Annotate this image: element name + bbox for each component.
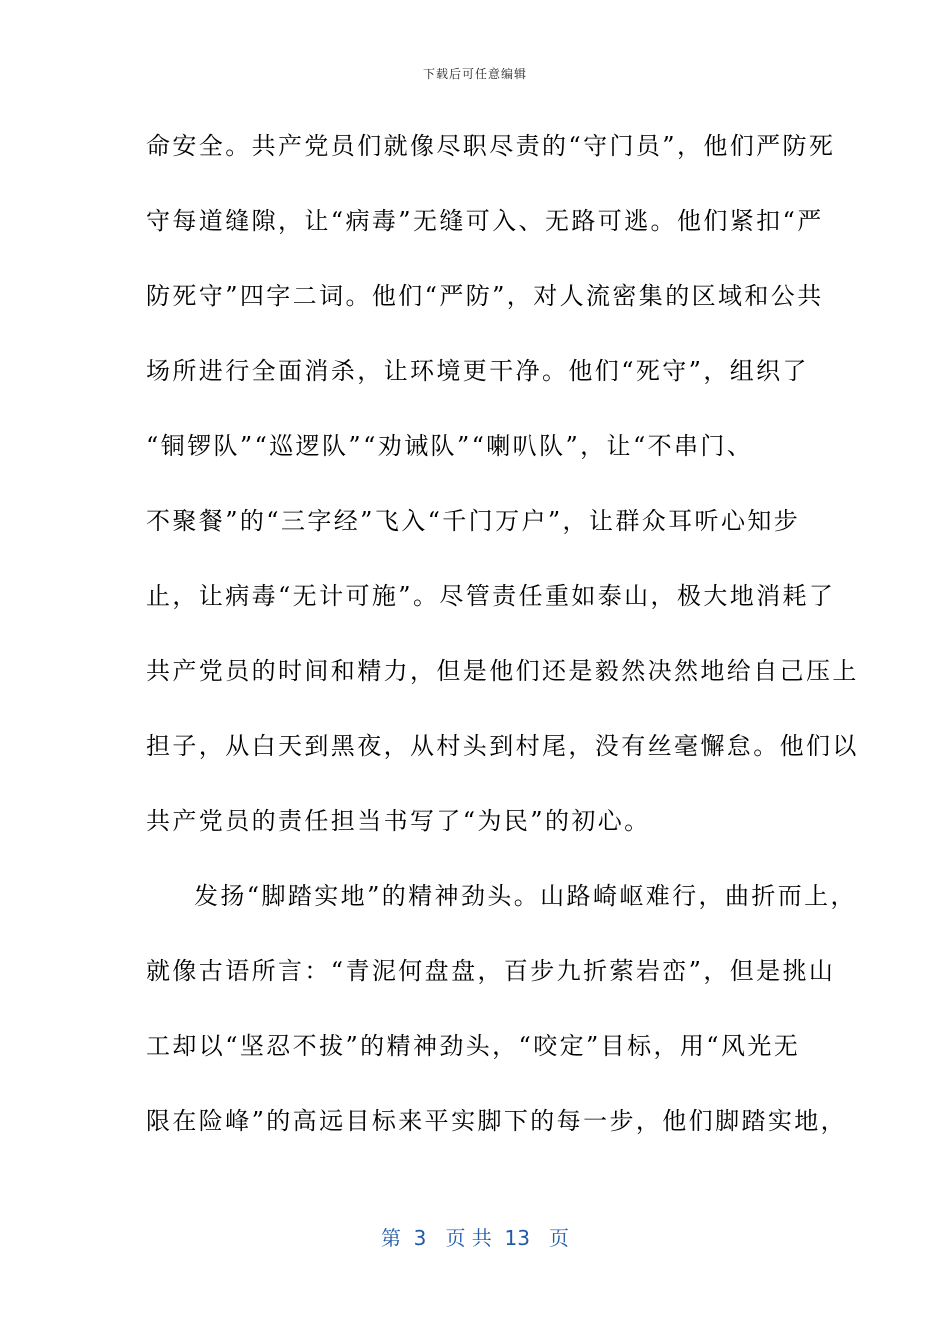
text-line: 共产党员的时间和精力，但是他们还是毅然决然地给自己压上 bbox=[146, 657, 859, 685]
text-line: 担子，从白天到黑夜，从村头到村尾，没有丝毫懈怠。他们以 bbox=[146, 732, 859, 760]
text-line: 命安全。共产党员们就像尽职尽责的“守门员”，他们严防死 bbox=[146, 132, 836, 160]
text-line: 止，让病毒“无计可施”。尽管责任重如泰山，极大地消耗了 bbox=[146, 582, 836, 610]
document-body bbox=[146, 120, 859, 1170]
text-line: 防死守”四字二词。他们“严防”，对人流密集的区域和公共 bbox=[146, 282, 824, 310]
text-line: 就像古语所言：“青泥何盘盘，百步九折萦岩峦”，但是挑山 bbox=[146, 957, 836, 985]
text-line: 场所进行全面消杀，让环境更干净。他们“死守”，组织了 bbox=[146, 357, 809, 385]
text-line: “铜锣队”“巡逻队”“劝诫队”“喇叭队”，让“不串门、 bbox=[146, 432, 754, 460]
header-note: 下载后可任意编辑 bbox=[422, 67, 527, 81]
text-line: 不聚餐”的“三字经”飞入“千门万户”，让群众耳听心知步 bbox=[146, 507, 801, 535]
text-line: 限在险峰”的高远目标来平实脚下的每一步，他们脚踏实地， bbox=[146, 1107, 848, 1135]
page-number: 第 3 页 共 13 页 bbox=[380, 1226, 570, 1250]
text-line: 守每道缝隙，让“病毒”无缝可入、无路可逃。他们紧扣“严 bbox=[146, 207, 824, 235]
paragraph-start-line: 发扬“脚踏实地”的精神劲头。山路崎岖难行，曲折而上， bbox=[194, 882, 857, 910]
text-line: 共产党员的责任担当书写了“为民”的初心。 bbox=[146, 807, 651, 835]
text-line: 工却以“坚忍不拔”的精神劲头，“咬定”目标，用“风光无 bbox=[146, 1032, 801, 1060]
